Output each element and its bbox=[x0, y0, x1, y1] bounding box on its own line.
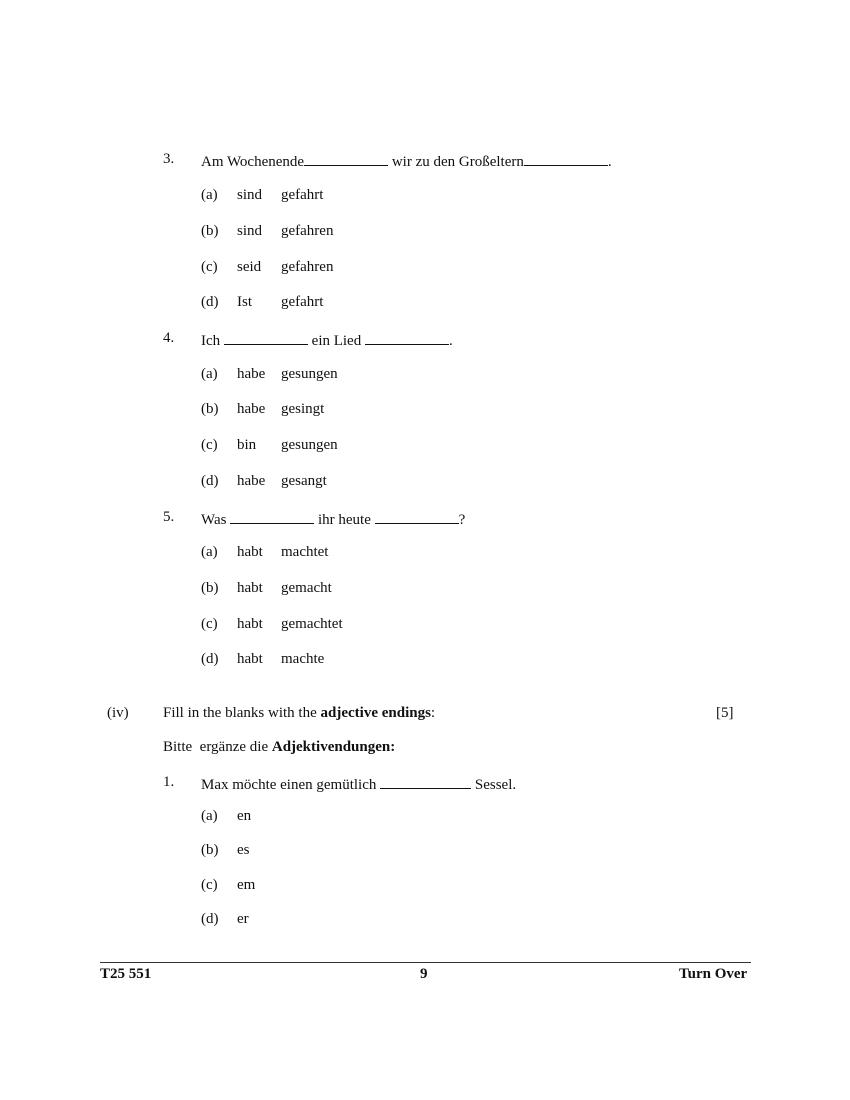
question-3-stem bbox=[201, 151, 612, 171]
option-letter: (b) bbox=[201, 580, 219, 596]
option-word-2: gemachtet bbox=[281, 616, 343, 632]
question-4-stem bbox=[201, 330, 453, 350]
option-letter: (d) bbox=[201, 473, 219, 489]
question-5-number: 5. bbox=[163, 509, 175, 525]
option-word-2: machtet bbox=[281, 544, 329, 560]
stem-text: Ich bbox=[201, 333, 224, 349]
option-word-1: habt bbox=[237, 651, 263, 667]
option-word-2: gefahren bbox=[281, 223, 334, 239]
paper-code: T25 551 bbox=[100, 966, 152, 982]
option-word-1: habe bbox=[237, 366, 266, 382]
option-letter: (a) bbox=[201, 544, 218, 560]
option-word-1: habt bbox=[237, 580, 263, 596]
turn-over-label: Turn Over bbox=[679, 966, 748, 982]
section-label: (iv) bbox=[107, 705, 129, 721]
option-letter: (c) bbox=[201, 437, 218, 453]
option-word-1: habt bbox=[237, 616, 263, 632]
instruction-bold: adjective endings bbox=[320, 705, 431, 721]
option-word-1: bin bbox=[237, 437, 257, 453]
stem-text: Max möchte einen gemütlich bbox=[201, 777, 381, 793]
question-5-stem bbox=[201, 509, 465, 529]
option-word-1: sind bbox=[237, 223, 263, 239]
option-word-2: gesingt bbox=[281, 401, 325, 417]
option-word-1: sind bbox=[237, 187, 263, 203]
stem-text: wir zu den Großeltern bbox=[388, 154, 524, 170]
footer-rule bbox=[100, 962, 751, 963]
option-word-1: habt bbox=[237, 544, 263, 560]
section-instruction bbox=[163, 705, 435, 722]
option-letter: (d) bbox=[201, 911, 219, 927]
option-text: er bbox=[237, 911, 249, 927]
instruction-bold: Adjektivendungen: bbox=[271, 739, 396, 755]
german-instruction bbox=[163, 739, 395, 756]
stem-text: ein Lied bbox=[307, 333, 365, 349]
question-4-number: 4. bbox=[163, 330, 175, 346]
stem-text: ihr heute bbox=[314, 512, 375, 528]
option-word-2: gesangt bbox=[281, 473, 327, 489]
answer-blank bbox=[524, 151, 608, 166]
option-text: es bbox=[237, 842, 250, 858]
option-letter: (a) bbox=[201, 366, 218, 382]
option-word-2: gefahren bbox=[281, 259, 334, 275]
option-letter: (b) bbox=[201, 401, 219, 417]
option-letter: (a) bbox=[201, 808, 218, 824]
option-word-1: habe bbox=[237, 473, 266, 489]
instruction-text: Bitte ergänze die bbox=[163, 739, 272, 755]
option-word-2: gesungen bbox=[281, 437, 338, 453]
option-word-1: seid bbox=[237, 259, 262, 275]
option-word-2: gemacht bbox=[281, 580, 332, 596]
stem-text: Am Wochenende bbox=[201, 154, 305, 170]
option-letter: (c) bbox=[201, 877, 218, 893]
option-letter: (a) bbox=[201, 187, 218, 203]
stem-text: ? bbox=[458, 512, 466, 528]
option-word-2: gefahrt bbox=[281, 187, 324, 203]
instruction-text: : bbox=[430, 705, 436, 721]
option-letter: (d) bbox=[201, 651, 219, 667]
stem-text: Was bbox=[201, 512, 231, 528]
stem-text: . bbox=[607, 154, 612, 170]
answer-blank bbox=[375, 509, 459, 524]
answer-blank bbox=[380, 774, 471, 789]
option-letter: (c) bbox=[201, 616, 218, 632]
instruction-text: Fill in the blanks with the bbox=[163, 705, 321, 721]
question-iv-1-stem bbox=[201, 774, 516, 794]
option-word-1: Ist bbox=[237, 294, 252, 310]
option-word-2: gesungen bbox=[281, 366, 338, 382]
option-letter: (d) bbox=[201, 294, 219, 310]
option-letter: (c) bbox=[201, 259, 218, 275]
stem-text: Sessel. bbox=[471, 777, 517, 793]
answer-blank bbox=[230, 509, 314, 524]
option-text: em bbox=[237, 877, 256, 893]
option-word-2: gefahrt bbox=[281, 294, 324, 310]
option-word-2: machte bbox=[281, 651, 325, 667]
marks-label: [5] bbox=[716, 705, 734, 721]
stem-text: . bbox=[448, 333, 453, 349]
option-letter: (b) bbox=[201, 842, 219, 858]
option-text: en bbox=[237, 808, 252, 824]
option-letter: (b) bbox=[201, 223, 219, 239]
question-iv-1-number: 1. bbox=[163, 774, 175, 790]
page-number: 9 bbox=[420, 966, 428, 982]
answer-blank bbox=[224, 330, 308, 345]
option-word-1: habe bbox=[237, 401, 266, 417]
answer-blank bbox=[365, 330, 449, 345]
question-3-number: 3. bbox=[163, 151, 175, 167]
answer-blank bbox=[304, 151, 388, 166]
